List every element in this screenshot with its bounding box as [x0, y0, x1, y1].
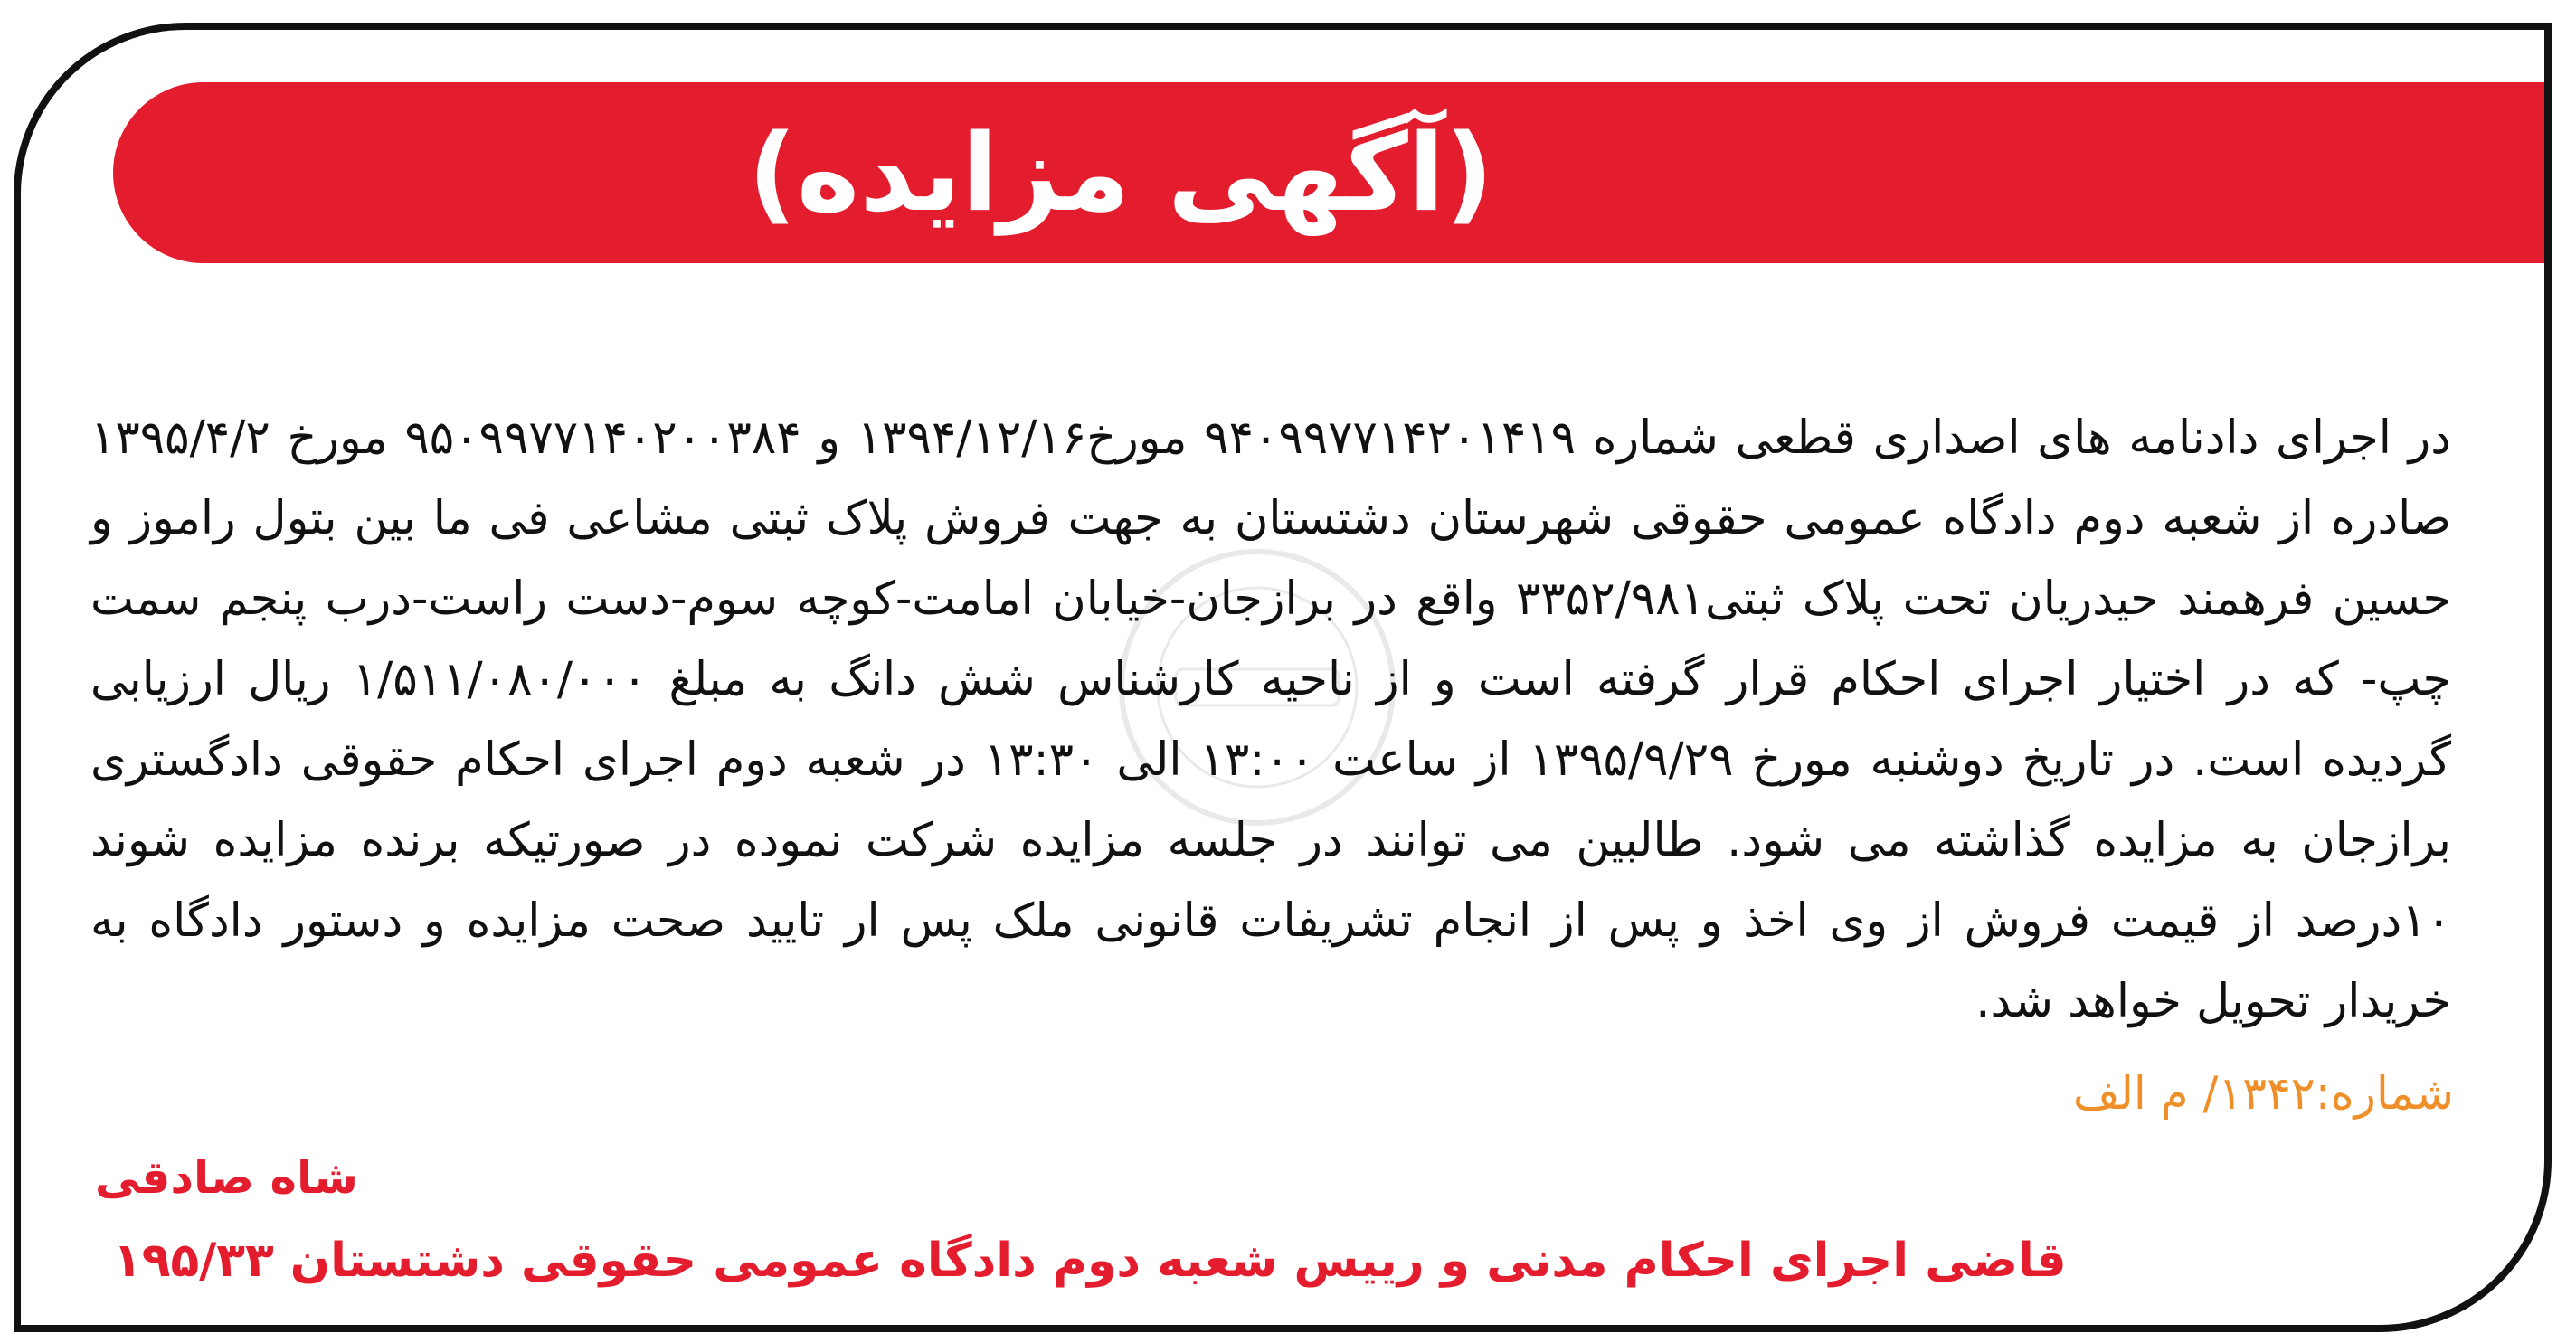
reference-number: شماره:۱۳۴۲/ م الف [2072, 1067, 2454, 1120]
title-banner [113, 82, 2552, 263]
signer-title: قاضی اجرای احکام مدنی و رییس شعبه دوم دادگاه عمومی حقوقی دشتستان ۱۹۵/۳۳ [113, 1234, 2067, 1288]
signer-name: شاه صادقی [95, 1151, 358, 1204]
notice-title: (آگهی مزایده) [747, 110, 1494, 235]
notice-body: در اجرای دادنامه های اصداری قطعی شماره ۹۴۰۹۹۷۷۱۴۲۰۱۴۱۹ مورخ۱۳۹۴/۱۲/۱۶ و ۹۵۰۹۹۷۷۱۴۰۲۰۰۳۸۴ مورخ ۱۳۹۵/۴/۲ صادره از شعبه دوم دادگاه عمومی حقوقی شهرستان دشتستان به جهت فروش پلاک ثبتی مشاعی فی ما بین بتول راموز و حسین فرهمند حیدریان تحت پلاک ثبتی۳۳۵۲/۹۸۱ واقع در برازجان-خیابان امامت-کوچه سوم-دست راست-درب پنجم سمت چپ- که در اختیار اجرای احکام قرار گرفته است و از ناحیه کارشناس شش دانگ به مبلغ ۱/۵۱۱/۰۸۰/۰۰۰ ریال ارزیابی گردیده است. در تاریخ دوشنبه مورخ ۱۳۹۵/۹/۲۹ از ساعت ۱۳:۰۰ الی ۱۳:۳۰ در شعبه دوم اجرای احکام حقوقی دادگستری برازجان به مزایده گذاشته می شود. طالبین می توانند در جلسه مزایده شرکت نموده در صورتیکه برنده مزایده شوند ۱۰درصد از قیمت فروش از وی اخذ و پس از انجام تشریفات قانونی ملک پس ار تایید صحت مزایده و دستور دادگاه به خریدار تحویل خواهد شد. [90, 411, 2452, 1028]
